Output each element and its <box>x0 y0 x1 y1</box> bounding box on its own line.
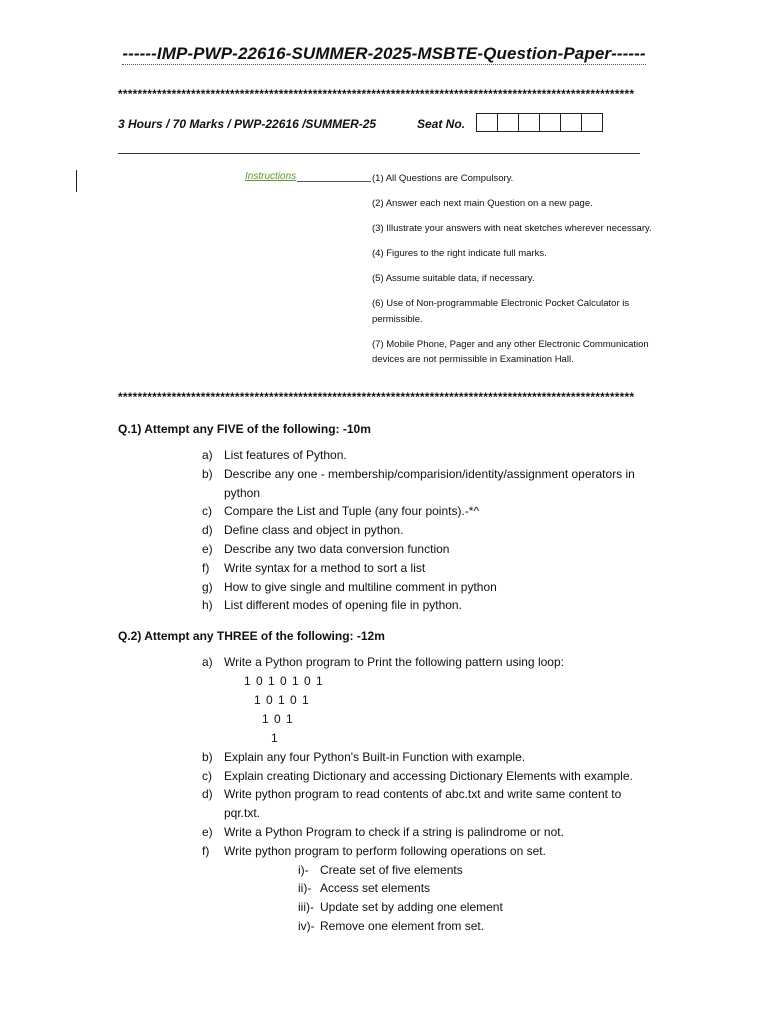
item-text: List different modes of opening file in python. <box>224 598 462 613</box>
item-label: b) <box>202 466 213 481</box>
item-text: How to give single and multiline comment in python <box>224 579 497 594</box>
sub-item-text: Update set by adding one element <box>320 900 503 915</box>
item-label: g) <box>202 579 213 594</box>
instruction-item: (6) Use of Non-programmable Electronic Pocket Calculator is permissible. <box>372 298 630 325</box>
item-text: Describe any two data conversion function <box>224 541 450 556</box>
list-item <box>202 842 652 861</box>
item-text: Write syntax for a method to sort a list <box>224 560 426 575</box>
item-text: Explain creating Dictionary and accessing Dictionary Elements with example. <box>224 768 633 783</box>
seat-box[interactable] <box>560 113 582 132</box>
list-item <box>202 653 652 672</box>
paper-title-text: ------IMP-PWP-22616-SUMMER-2025-MSBTE-Question-Paper------ <box>122 44 646 63</box>
list-item <box>202 559 652 578</box>
instruction-item: (7) Mobile Phone, Pager and any other Electronic Communication devices are not permissible in Examination Hall. <box>372 338 649 365</box>
text-cursor <box>76 170 77 192</box>
pattern-block <box>202 672 652 748</box>
list-item <box>202 465 652 503</box>
item-label: f) <box>202 560 210 575</box>
list-item <box>202 502 652 521</box>
list-item <box>202 823 652 842</box>
item-label: c) <box>202 768 212 783</box>
header-divider <box>118 153 640 154</box>
list-item <box>202 540 652 559</box>
separator-top: ********************************************************************************************************** <box>118 88 635 100</box>
list-item <box>202 767 652 786</box>
item-label: a) <box>202 655 213 669</box>
instructions-underline <box>297 181 371 182</box>
pattern-line: 1 0 1 0 1 0 1 <box>244 673 324 688</box>
item-label: h) <box>202 598 213 613</box>
item-label: c) <box>202 504 212 519</box>
instruction-item: (2) Answer each next main Question on a new page. <box>372 198 593 209</box>
item-text: Write python program to read contents of abc.txt and write same content to pqr.txt. <box>224 787 622 821</box>
item-text: Explain any four Python's Built-in Function with example. <box>224 749 526 764</box>
item-label: e) <box>202 824 213 839</box>
item-label: b) <box>202 749 213 764</box>
q2-list <box>202 653 652 936</box>
seat-number-boxes[interactable] <box>477 113 603 132</box>
instruction-item: (5) Assume suitable data, if necessary. <box>372 273 535 284</box>
item-text: Compare the List and Tuple (any four points).-*^ <box>224 504 480 519</box>
seat-box[interactable] <box>539 113 561 132</box>
instruction-item: (4) Figures to the right indicate full marks. <box>372 248 547 259</box>
pattern-line: 1 <box>271 730 279 745</box>
paper-title <box>0 44 768 64</box>
q2-heading: Q.2) Attempt any THREE of the following: -12m <box>118 629 385 643</box>
instruction-item: (1) All Questions are Compulsory. <box>372 173 514 184</box>
item-text: Write a Python program to Print the following pattern using loop: <box>224 655 564 669</box>
sub-item <box>298 917 652 936</box>
sub-item-text: Access set elements <box>320 881 431 896</box>
item-text: Define class and object in python. <box>224 523 404 538</box>
sub-item-label: ii)- <box>298 881 312 896</box>
duration-marks: 3 Hours / 70 Marks / PWP-22616 /SUMMER-25 <box>118 117 377 131</box>
sub-item-label: iv)- <box>298 918 315 933</box>
item-label: d) <box>202 787 213 802</box>
list-item <box>202 521 652 540</box>
separator-bottom: ********************************************************************************************************** <box>118 391 635 403</box>
seat-label: Seat No. <box>417 117 466 131</box>
pattern-line: 1 0 1 <box>262 711 294 726</box>
list-item <box>202 446 652 465</box>
q1-list <box>202 446 652 615</box>
instructions-label: Instructions <box>245 171 297 182</box>
sub-item-label: iii)- <box>298 900 314 915</box>
instruction-item: (3) Illustrate your answers with neat sketches wherever necessary. <box>372 223 652 234</box>
sub-item-label: i)- <box>298 862 309 877</box>
sub-item-text: Create set of five elements <box>320 862 463 877</box>
item-text: Write a Python Program to check if a string is palindrome or not. <box>224 824 564 839</box>
item-label: e) <box>202 541 213 556</box>
q1-heading: Q.1) Attempt any FIVE of the following: -10m <box>118 422 371 436</box>
set-operations-list <box>202 861 652 936</box>
item-text: Describe any one - membership/comparision/identity/assignment operators in python <box>224 466 635 500</box>
item-text: List features of Python. <box>224 448 347 462</box>
list-item <box>202 596 652 615</box>
sub-item <box>298 898 652 917</box>
sub-item <box>298 879 652 898</box>
item-label: a) <box>202 448 213 462</box>
list-item <box>202 578 652 597</box>
item-label: f) <box>202 843 210 858</box>
sub-item-text: Remove one element from set. <box>320 918 485 933</box>
instructions-list <box>372 171 662 377</box>
seat-box[interactable] <box>476 113 498 132</box>
list-item <box>202 748 652 767</box>
item-label: d) <box>202 523 213 538</box>
list-item <box>202 785 652 823</box>
sub-item <box>298 861 652 880</box>
seat-box[interactable] <box>581 113 603 132</box>
seat-box[interactable] <box>518 113 540 132</box>
item-text: Write python program to perform following operations on set. <box>224 843 546 858</box>
pattern-line: 1 0 1 0 1 <box>254 692 310 707</box>
seat-box[interactable] <box>497 113 519 132</box>
